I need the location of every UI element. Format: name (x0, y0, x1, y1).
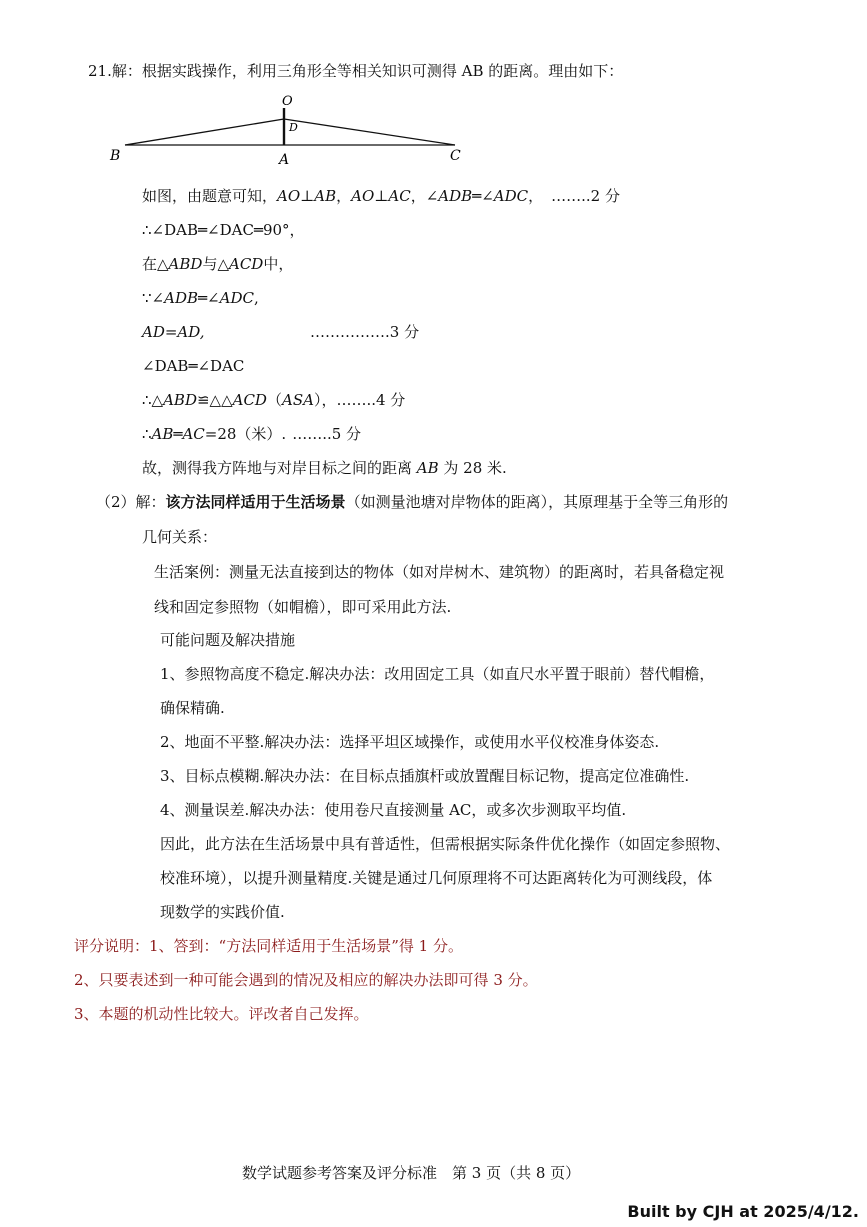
conclusion-1: 因此，此方法在生活场景中具有普适性，但需根据实际条件优化操作（如固定参照物、 (160, 835, 731, 853)
part2-line1: （2）解：该方法同样适用于生活场景（如测量池塘对岸物体的距离），其原理基于全等三角形的 (96, 493, 729, 511)
step-9: 故，测得我方阵地与对岸目标之间的距离 AB 为 28 米. (142, 459, 507, 477)
step-3: 在△ABD与△ACD中， (142, 255, 294, 273)
issue-1b: 确保精确. (160, 699, 225, 717)
issue-2: 2、地面不平整.解决办法：选择平坦区域操作，或使用水平仪校准身体姿态. (160, 733, 660, 751)
scoring-line2: 2、只要表述到一种可能会遇到的情况及相应的解决办法即可得 3 分。 (74, 971, 538, 989)
issue-4: 4、测量误差.解决办法：使用卷尺直接测量 AC，或多次步测取平均值. (160, 801, 627, 819)
label-o: O (282, 94, 293, 109)
page-footer: 数学试题参考答案及评分标准 第 3 页（共 8 页） (242, 1164, 581, 1182)
triangle-diagram (105, 88, 475, 168)
step-6: ∠DAB═∠DAC (142, 357, 245, 375)
step-7: ∴△ABD≌△△ACD（ASA），……..4 分 (142, 391, 406, 409)
line-cd (284, 119, 455, 145)
part2-line2: 几何关系： (142, 528, 218, 546)
conclusion-2: 校准环境），以提升测量精度.关键是通过几何原理将不可达距离转化为可测线段，体 (160, 869, 713, 887)
issues-title: 可能问题及解决措施 (160, 631, 296, 649)
scoring-line3: 3、本题的机动性比较大。评改者自己发挥。 (74, 1005, 369, 1023)
score-3: …………….3 分 (310, 323, 420, 341)
step-4: ∵∠ADB═∠ADC, (142, 289, 259, 307)
case-line1: 生活案例：测量无法直接到达的物体（如对岸树木、建筑物）的距离时，若具备稳定视 (154, 563, 725, 581)
step-8: ∴AB═AC=28（米）. ……..5 分 (142, 425, 362, 443)
q21-intro: 21.解：根据实践操作，利用三角形全等相关知识可测得 AB 的距离。理由如下： (88, 62, 624, 80)
issue-1a: 1、参照物高度不稳定.解决办法：改用固定工具（如直尺水平置于眼前）替代帽檐， (160, 665, 715, 683)
step-1: 如图，由题意可知，AO⊥AB，AO⊥AC，∠ADB═∠ADC， ……..2 分 (142, 187, 620, 205)
step-5: AD=AD, (142, 323, 205, 341)
label-d: D (289, 121, 298, 134)
label-b: B (110, 148, 121, 164)
issue-3: 3、目标点模糊.解决办法：在目标点插旗杆或放置醒目标记物，提高定位准确性. (160, 767, 690, 785)
score-2: ……..2 分 (551, 187, 620, 205)
build-watermark: Built by CJH at 2025/4/12. (627, 1202, 859, 1221)
line-bd (125, 119, 284, 145)
score-5: ……..5 分 (292, 425, 362, 443)
step-2: ∴∠DAB═∠DAC═90°， (142, 221, 305, 239)
label-a: A (279, 152, 290, 168)
case-line2: 线和固定参照物（如帽檐），即可采用此方法. (154, 598, 452, 616)
scoring-line1: 评分说明：1、答到：“方法同样适用于生活场景”得 1 分。 (74, 937, 463, 955)
score-4: ……..4 分 (336, 391, 406, 409)
conclusion-3: 现数学的实践价值. (160, 903, 285, 921)
label-c: C (450, 148, 461, 164)
